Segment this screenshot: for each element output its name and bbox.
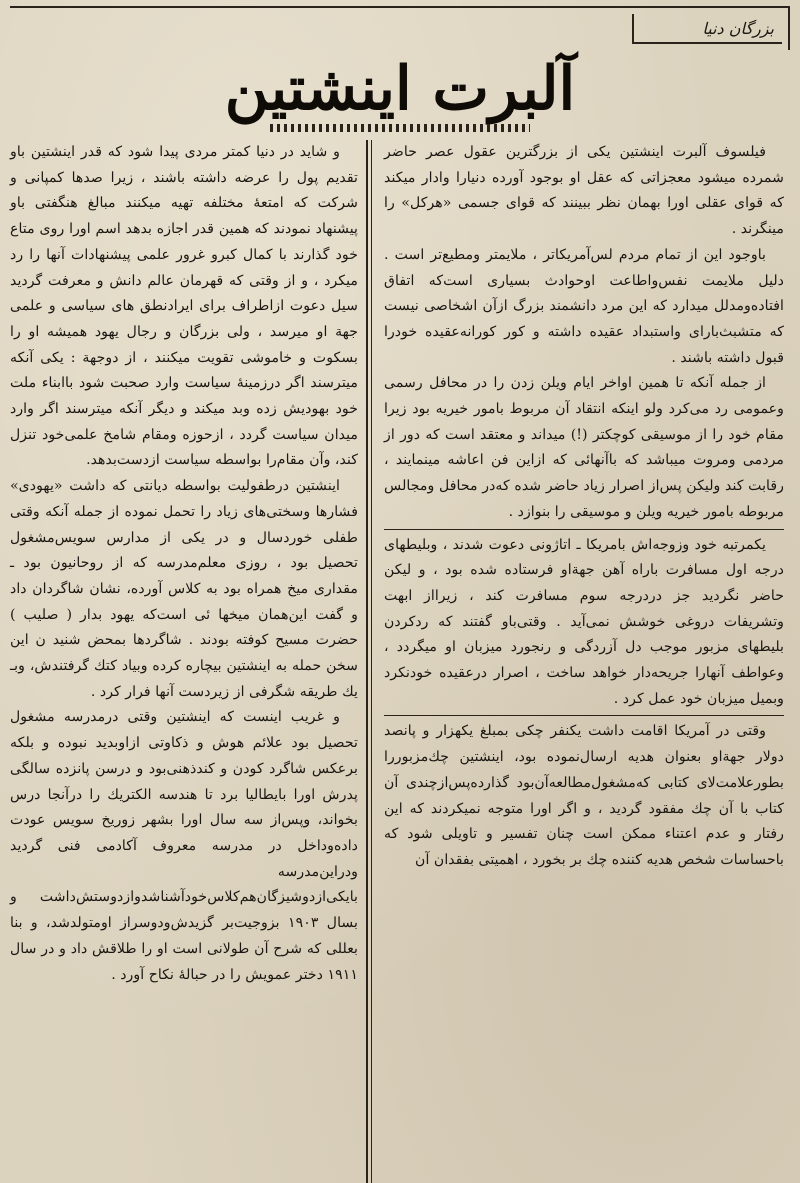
masthead bbox=[0, 52, 800, 126]
paragraph-separator bbox=[384, 715, 784, 716]
article-paragraph: فیلسوف آلبرت اینشتین یکی از بزرگترین عقول عصر حاضر شمرده میشود معجزاتی که عقل او بوجود آورده دنیارا وادار میکند که قوای عقلی اورا بهمان نظر ببینند که قوای جسمی «هرکل» را مینگرند . bbox=[384, 144, 784, 238]
right-column bbox=[380, 140, 790, 874]
article-paragraph: اینشتین درطفولیت بواسطه دیانتی که داشت «یهودی» فشارها وسختی‌های زیاد را تحمل نموده از جمله آنکه وقتی طفلی خوردسال و در یکی از مدارس سویس‌مشغول تحصیل بود ، روزی معلم‌مدرسه که از روحانیون بود ـ مقداری میخ همراه بود به کلاس آورده، نشان شاگردان داد و گفت این‌همان میخها ئی است‌که یهود بدار ( صلیب ) حضرت مسیح کوفته بودند . شاگردها بمحض شنید ن این سخن حمله به اینشتین بیچاره کرده وبیاد کتك گرفتندش، وبـ یك طریقه شگرفی از زیردست آنها فرار کرد . bbox=[10, 478, 358, 700]
article-paragraph: و غریب اینست که اینشتین وقتی درمدرسه مشغول تحصیل بود علائم هوش و ذکاوتی ازاوبدید نبوده و بلکه برعکس شاگرد کودن و کندذهنی‌بود و درسن پانزده سالگی پدرش اورا بایطالیا برد تا هندسه الکتریك را درآنجا درس بخواند، وپس‌از سه سال اورا بشهر زوریخ سویس عودت داده‌وداخل در مدرسه معروف آکادمی فنی گردید ودراین‌مدرسه بایکی‌ازدوشیزگان‌هم‌کلاس‌خودآشناشدوازدوستش‌داشت و بسال ۱۹۰۳ بزوجیت‌بر گزیدش‌ودوسراز اومتولدشد، و بنا بعللی که شرح آن طولانی است او را طلاقش داد و در سال ۱۹۱۱ دختر عمویش را در حبالهٔ نکاح آورد . bbox=[10, 709, 359, 983]
headline: آلبرت اینشتین bbox=[224, 54, 576, 124]
column-divider bbox=[366, 140, 368, 1183]
article-paragraph: و شاید در دنیا کمتر مردی پیدا شود که قدر اینشتین باو تقدیم پول را عرضه داشته باشند ، زیرا صدها کمپانی و شرکت که امتعهٔ مختلفه تهیه میکنند مبالغ هنگفتی باو پیشنهاد نمودند که همین قدر اجازه بدهد اسم اورا روی متاع خود گذارند با کمال کبرو غرور علمی پیشنهادات آنها را رد میکرد ، و از وقتی که قهرمان عالم دانش و معرفت گردید سیل دعوت ازاطراف برای ایرادنطق های سیاسی و علمی جهة او میرسد ، ولی بزرگان و رجال یهود همیشه او را بسکوت و خاموشی تقویت میکنند ، از دوجهة : یکی آنکه میترسند اگر درزمینهٔ سیاست وارد صحبت شود باابناء ملت خود بهودیش زده وبد میکند و دیگر آنکه میترسند اگر وارد میدان سیاست گردد ، ازحوزه ومقام شامخ علمی‌خود تنزل کند، وآن مقام‌را بواسطه سیاست ازدست‌بدهد. bbox=[10, 144, 358, 469]
column-divider-inner bbox=[371, 140, 372, 1183]
headline-ornament bbox=[270, 124, 530, 132]
article-paragraph: از جمله آنکه تا همین اواخر ایام ویلن زدن را در محافل رسمی وعمومی رد می‌کرد ولو اینکه انتقاد آن مربوط بامور خیریه بود زیرا مقام خود را از موسیقی کوچکتر (!) میداند و معتقد است که دور از مردمی ومروت میباشد که باآنهائی که ازاین فن اعاشه مینمایند ، رقابت کند ولیکن پس‌از اصرار زیاد حاضر شده که‌در محافل ومجالس مربوطه بامور خیریه ویلن و موسیقی را بنوازد . bbox=[384, 375, 784, 520]
top-rule bbox=[10, 6, 790, 8]
article-paragraph: باوجود این از تمام مردم لس‌آمریکاتر ، ملایمتر ومطیع‌تر است . دلیل ملایمت نفس‌واطاعت اوحوادث بسیاری است‌که اتفاق افتاده‌ومدلل میدارد که این مرد دانشمند بزرگ ازآن اشخاصی نیست که متشبث‌بارای واستبداد عقیده داشته و کور کورانه‌عقیده خودرا قبول داشته باشند . bbox=[384, 246, 784, 366]
left-column bbox=[6, 140, 362, 988]
article-paragraph: وقتی در آمریکا اقامت داشت یکنفر چکی بمبلغ یکهزار و پانصد دولار جهةاو بعنوان هدیه ارسال‌نموده بود، اینشتین چك‌مزبوررا بطورعلامت‌لای کتابی که‌مشغول‌مطالعه‌آن‌بود گذارده‌پس‌ازچندی آن کتاب با آن چك مفقود گردید ، و اگر اورا متوجه نمیکردند که این رفتار و عدم اعتناء ممکن است چنان تفسیر و تاویلی شود که باحساسات شخص هدیه کننده چك بر بخورد ، اهمیتی بفقدان آن bbox=[384, 723, 784, 868]
section-label: بزرگان دنیا bbox=[632, 14, 782, 44]
paragraph-separator bbox=[384, 529, 784, 530]
article-paragraph: یکمرتبه خود وزوجه‌اش بامریکا ـ اتاژونی دعوت شدند ، وبلیطهای درجه اول مسافرت باراه آهن جهةاو فرستاده شده بود ، و لیکن حاضر نگردید جز دردرجه سوم مسافرت کند ، زیرااز ابهت وتشریفات دروغی خوشش نمی‌آید . وقتی‌باو گفتند که ردکردن بلیطهای مزبور موجب دل آزردگی و رنجورد میزبان او میگردد ، وعواطف آنهارا جریحه‌دار خواهد ساخت ، اصرار درعقیده خودنکرد وبمیل میزبان خود عمل کرد . bbox=[384, 536, 784, 707]
right-rule bbox=[788, 6, 790, 50]
